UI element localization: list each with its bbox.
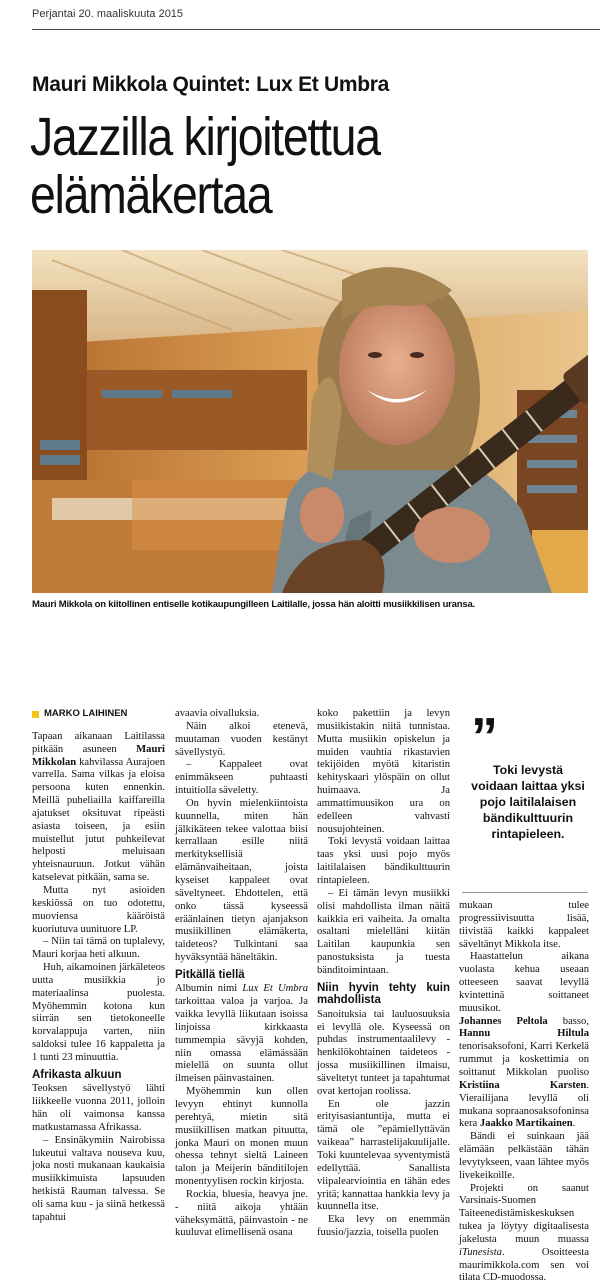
article-column-3 — [317, 708, 450, 1240]
subheading: Pitkällä tiellä — [175, 968, 245, 981]
paragraph: On hyvin mielenkiintoista kuunnella, miten hän jälkikäteen tekee valottaa biisi kerrallaan esille niitä merkityksellisiä elämänvaiheitaan, joista kyseiset kappaleet ovat säveltyneet. Ehdottelen, että onko tässä kyseessä eräänlainen tietyn ajanjakson musiikillinen elämäkerta, taideteos? Tulkintani saa hyväksyntää häneltäkin. — [175, 797, 308, 964]
paragraph — [175, 983, 308, 1086]
text-run: ”epämiellyttävän vaikeaa” — [317, 1124, 450, 1149]
paragraph: Bändi ei suinkaan jää elämään pelkästään tähän levytykseen, vaan lähtee myös livekeikoille. — [459, 1131, 589, 1181]
pull-quote-divider — [462, 892, 588, 893]
photo-caption: Mauri Mikkola on kiitollinen entiselle kotikaupungilleen Laitilalle, jossa hän aloitti musiikkilisen uransa. — [32, 599, 475, 610]
byline-marker-icon — [32, 711, 39, 718]
paragraph: Toki levystä voidaan laittaa taas yksi uusi pojo myös laitilalaisen bändikulttuurin rintapieleen. — [317, 836, 450, 886]
person-name: Jaakko Martikainen — [479, 1118, 573, 1130]
dateline: Perjantai 20. maaliskuuta 2015 — [32, 8, 184, 20]
headline — [30, 108, 512, 224]
paragraph: Näin alkoi etenevä, muutaman vuoden kestänyt sävellystyö. — [175, 720, 308, 758]
pull-quote: Toki levystä voidaan laittaa yksi pojo laitilalaisen bändikulttuurin rintapieleen. — [471, 763, 585, 841]
paragraph: Sanoituksia tai lauluosuuksia ei levyllä ole. Kyseessä on puhdas instrumentaalilevy - henkilökohtainen taideteos - jossa musiikillinen ilmaisu, säveltetyt tunteet ja tapahtumat ovat kertojan roolissa. — [317, 1008, 450, 1097]
header-rule — [32, 29, 600, 30]
headline-line-1: Jazzilla kirjoitettua — [30, 107, 380, 167]
text-run: tenorisaksofoni, Karri Kerkelä rummut ja koskettimia on soittanut Mikkolan puoliso — [459, 1041, 589, 1078]
paragraph: mukaan tulee progressiivisuutta lisää, tiivistää kaikki kappaleet säveltänyt Mikkola itse. — [459, 900, 589, 950]
text-run: Tapaan aikanaan Laitilassa pitkään asuneen — [32, 730, 165, 755]
person-name: Kristiina Karsten — [459, 1079, 587, 1091]
byline — [32, 708, 165, 721]
text-run: . — [572, 1118, 576, 1130]
text-run: . Osoitteesta maurimikkola.com sen voi tilata CD-muodossa. — [459, 1246, 589, 1284]
text-run: basso, — [547, 1015, 589, 1027]
text-run: . Vierailijana levyllä oli mukana sopraanosaksofoninsa kera — [459, 1079, 589, 1130]
person-name: Johannes Peltola — [459, 1015, 548, 1027]
byline-author: MARKO LAIHINEN — [44, 708, 128, 719]
subheading: Niin hyvin tehty kuin mahdollista — [317, 981, 450, 1007]
paragraph: – Kappaleet ovat enimmäkseen puhtaasti intuitiolla säveletty. — [175, 759, 308, 797]
paragraph — [32, 731, 165, 885]
paragraph: koko pakettiin ja levyn musiikistakin niitä tunnistaa. Mutta musiikin opiskelun ja muiden vauhtia rikastavien tekijöiden myötä kitaristin kehityskaari ylöspäin on ollut huimaava. Ja ammattimuusikon ura on edelleen vahvasti nousujohteinen. — [317, 708, 450, 835]
article-column-2 — [175, 708, 308, 1240]
headline-line-2: elämäkertaa — [30, 165, 272, 225]
text-run: harrastelijakuulijalle. Toki kuuntelevaa syventymistä edellyttää. Sanallista viipalearviointia en tähän edes yritä; kannattaa hankkia levy ja kuunnella itse. — [317, 1137, 450, 1213]
paragraph: – Niin tai tämä on tuplalevy, Mauri korjaa heti alkuun. — [32, 936, 165, 961]
paragraph: avaavia oivalluksia. — [175, 708, 260, 719]
paragraph: Myöhemmin kun ollen levyyn ehtinyt kunnolla perehtyä, mietin sitä musiikillisen matkan pituutta, jonka Mauri on monen muun ohessa tehnyt sieltä Laineen talon ja Meijerin bänditilojen monentyylisen rockin kirjosta. — [175, 1086, 308, 1188]
article-photo — [32, 250, 588, 593]
paragraph: Huh, aikamoinen järkäleteos uutta musiikkia jo materiaalinsa puolesta. Myöhemmin kotona kun siirrän sen tietokoneelle korvalappuja varten, niin saldoksi tulee 16 kappaletta ja 1 tunti 23 minuuttia. — [32, 962, 165, 1063]
paragraph — [317, 1099, 450, 1215]
paragraph: Haastattelun aikana vuolasta kehua useaan otteeseen saavat levyllä kvintettinä soittaneet muusikot. — [459, 951, 589, 1014]
text-run: tarkoittaa valoa ja varjoa. Ja vaikka levyllä liikutaan isoissa linjoissa kirkkaasta tummempia sävyjä kohden, niin omassa elämässään mielellä on suunta ollut ilmeisen päinvastainen. — [175, 996, 308, 1085]
person-name: Hannu Hiltula — [459, 1028, 589, 1040]
service-name: iTunesista — [459, 1246, 502, 1258]
text-run: En ole jazzin erityisasiantuntija, mutta ei tämä ole — [317, 1098, 450, 1136]
paragraph: Eka levy on enemmän fuusio/jazzia, toisella puolen — [317, 1214, 450, 1239]
subheading: Afrikasta alkuun — [32, 1068, 122, 1081]
paragraph — [459, 1016, 589, 1132]
article-kicker: Mauri Mikkola Quintet: Lux Et Umbra — [32, 73, 390, 96]
paragraph — [459, 1183, 589, 1285]
text-run: kahvilassa Aurajoen varrella. Sama vilkas ja eloisa persoona kuten ennenkin. Meillä puheliailla kaiffareilla ajatukset oksituvat ripeästi asiasta toiseen, ja esiin muistellut jutut puhkeilevat helposti meluisaan yhteisnauruun. Jotkut vähän katselevat pitkään, sama se. — [32, 756, 165, 884]
album-title: Lux Et Umbra — [242, 983, 309, 995]
quote-mark-icon: ” — [471, 707, 495, 767]
article-column-1 — [32, 708, 165, 1225]
article-column-4 — [459, 900, 589, 1285]
paragraph: Teoksen sävellystyö lähti liikkeelle vuonna 2011, jolloin hän oli vaimonsa kanssa matkustamassa Afrikassa. — [32, 1083, 165, 1133]
paragraph: Mutta nyt asioiden keskiössä on tuo odotettu, muoviensa kääröistä kuoriutuva uunituore LP. — [32, 884, 165, 935]
paragraph: – Ei tämän levyn musiikki olisi mahdollista ilman näitä kaikkia eri vaiheita. Ja omalta osaltani mielelläni kiitän Laitilan kaupunkia sen panostuksista ja tuesta bänditoimintaan. — [317, 887, 450, 976]
text-run: Projekti on saanut Varsinais-Suomen Taiteenedistämiskeskuksen tukea ja löytyy digitaalisesta jakelusta muun muassa — [459, 1182, 589, 1245]
paragraph: – Ensinäkymiin Nairobissa lukeutui valtava nouseva kuu, joka nosti mukanaan kaukaisia musiikkimuista lapsuuden hetkistä Rauman talvessa. Se oli sama kuu - ja siinä hetkessä tapahtui — [32, 1134, 165, 1223]
person-name: Mauri Mikkolan — [32, 743, 165, 768]
paragraph: Rockia, bluesia, heavya jne. - niitä aikoja yhtään väheksymättä, päinvastoin - ne kuuluvat elimellisenä osana — [175, 1188, 308, 1239]
text-run: Albumin nimi — [175, 983, 243, 995]
